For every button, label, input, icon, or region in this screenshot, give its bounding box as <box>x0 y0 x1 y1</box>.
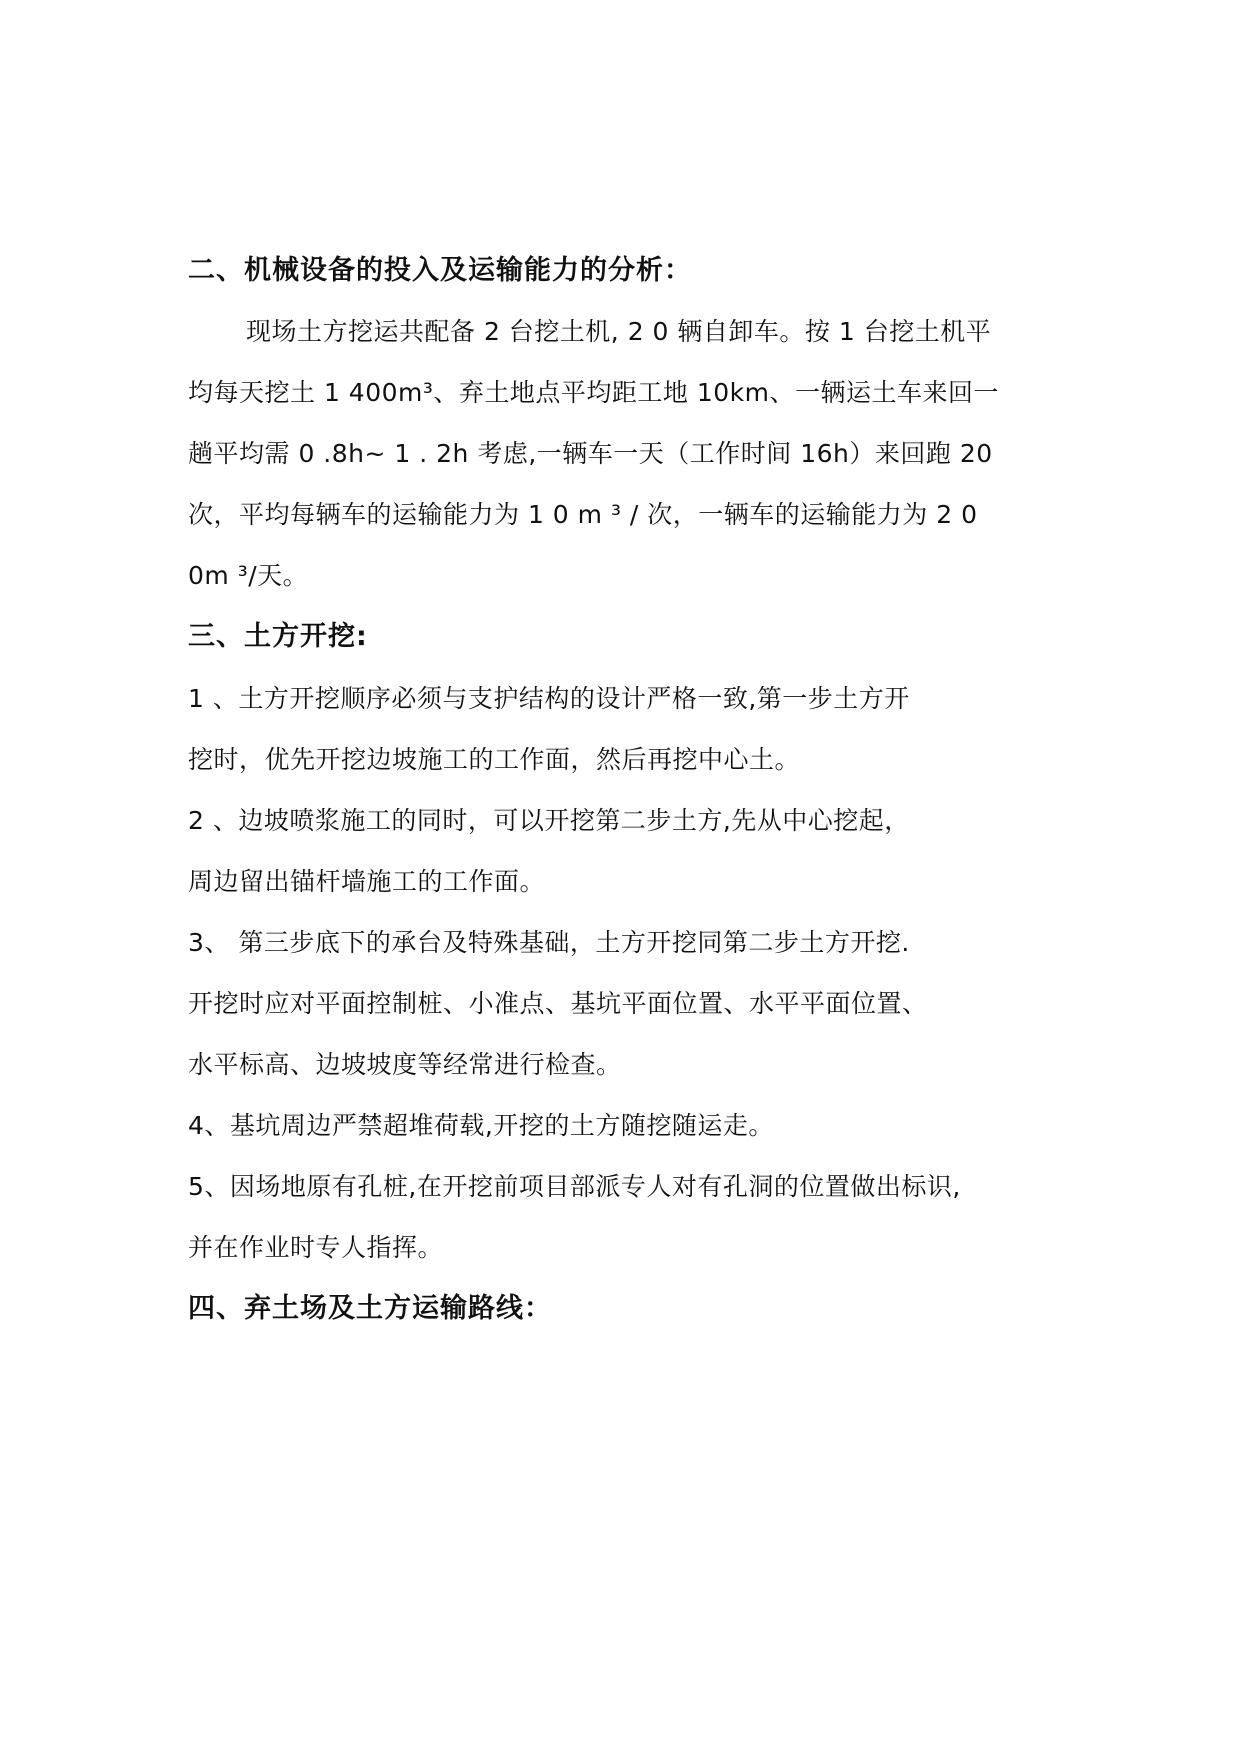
list-item-line: 挖时，优先开挖边坡施工的工作面，然后再挖中心土。 <box>188 745 801 774</box>
paragraph-line: 均每天挖土 1 400m³、弃土地点平均距工地 10km、一辆运土车来回一 <box>188 378 999 407</box>
list-item-line: 周边留出锚杆墙施工的工作面。 <box>188 867 546 896</box>
list-item-line: 1 、土方开挖顺序必须与支护结构的设计严格一致,第一步土方开 <box>188 684 910 713</box>
section-heading-4: 四、弃土场及土方运输路线： <box>188 1293 552 1324</box>
section-heading-3: 三、土方开挖: <box>188 621 368 652</box>
paragraph-line: 0m ³/天。 <box>188 561 309 590</box>
list-item-line: 并在作业时专人指挥。 <box>188 1233 444 1262</box>
list-item-line: 3、 第三步底下的承台及特殊基础，土方开挖同第二步土方开挖. <box>188 928 910 957</box>
list-item-line: 4、基坑周边严禁超堆荷载,开挖的土方随挖随运走。 <box>188 1111 774 1140</box>
paragraph-line: 趟平均需 0 .8h~ 1 . 2h 考虑,一辆车一天（工作时间 16h）来回跑 20 <box>188 439 993 468</box>
paragraph-line: 次，平均每辆车的运输能力为 1 0 m ³ / 次，一辆车的运输能力为 2 0 <box>188 500 978 529</box>
section-heading-2: 二、机械设备的投入及运输能力的分析： <box>188 255 692 286</box>
list-item-line: 开挖时应对平面控制桩、小准点、基坑平面位置、水平平面位置、 <box>188 989 928 1018</box>
paragraph-line: 现场土方挖运共配备 2 台挖土机, 2 0 辆自卸车。按 1 台挖土机平 <box>246 317 992 346</box>
list-item-line: 2 、边坡喷浆施工的同时，可以开挖第二步土方,先从中心挖起， <box>188 806 910 835</box>
list-item-line: 水平标高、边坡坡度等经常进行检查。 <box>188 1050 622 1079</box>
list-item-line: 5、因场地原有孔桩,在开挖前项目部派专人对有孔洞的位置做出标识, <box>188 1172 961 1201</box>
